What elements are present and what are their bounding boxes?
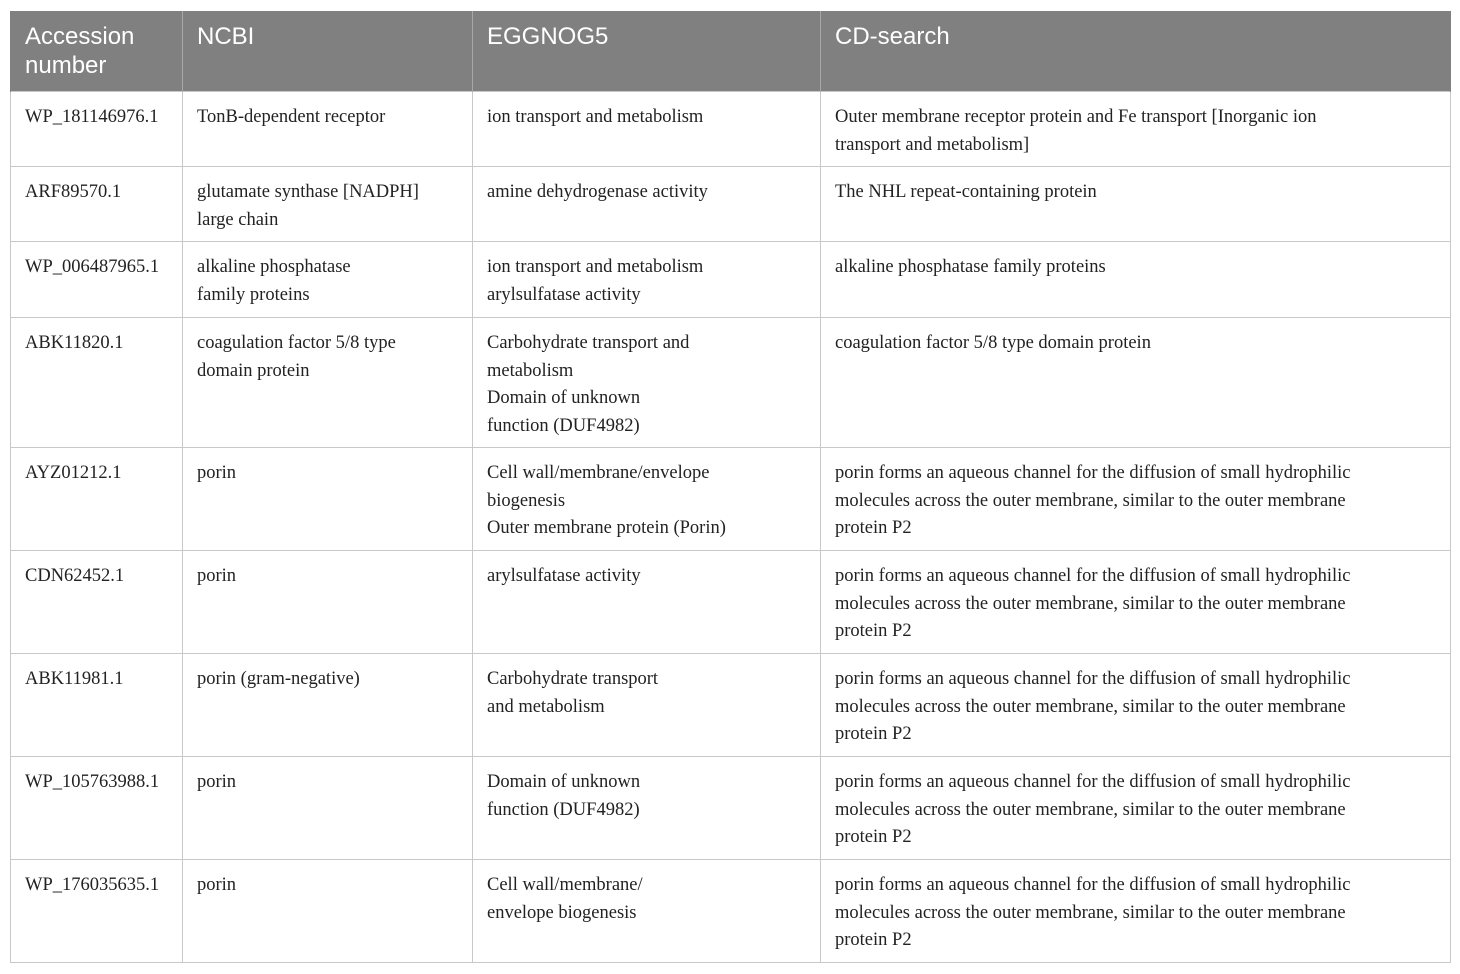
cd-search-cell — [821, 757, 1451, 860]
cell-text: CDN62452.1 — [25, 566, 125, 586]
cell-text-line: coagulation factor 5/8 type domain protein — [835, 333, 1151, 353]
cell-text-line: porin — [197, 463, 237, 483]
cd-search-cell — [821, 551, 1451, 654]
accession-number-cell — [11, 242, 183, 318]
header-line: CD-search — [835, 23, 950, 50]
eggnog5-cell — [473, 92, 821, 167]
cell-text-line: coagulation factor 5/8 type — [197, 333, 396, 353]
accession-number-cell — [11, 92, 183, 167]
accession-number-cell — [11, 551, 183, 654]
cell-text: WP_006487965.1 — [25, 257, 160, 277]
cell-text-line: large chain — [197, 209, 279, 230]
ncbi-cell — [183, 448, 473, 551]
cell-text-line: TonB-dependent receptor — [197, 107, 386, 127]
cell-text-line: The NHL repeat-containing protein — [835, 182, 1097, 202]
cell-text-line: Carbohydrate transport — [487, 669, 659, 689]
cell-text-line: porin — [197, 772, 237, 792]
table-row — [11, 860, 1451, 963]
cell-text-line: molecules across the outer membrane, similar to the outer membrane — [835, 799, 1346, 820]
accession-number-cell — [11, 448, 183, 551]
cell-text-line: protein P2 — [835, 930, 912, 950]
eggnog5-cell — [473, 757, 821, 860]
cell-text-line: porin forms an aqueous channel for the diffusion of small hydrophilic — [835, 772, 1351, 792]
cell-text: ARF89570.1 — [25, 182, 122, 202]
accession-number-cell — [11, 318, 183, 448]
eggnog5-cell — [473, 448, 821, 551]
accession-number-cell — [11, 654, 183, 757]
table-row — [11, 318, 1451, 448]
cell-text-line: porin forms an aqueous channel for the diffusion of small hydrophilic — [835, 669, 1351, 689]
cell-text: WP_105763988.1 — [25, 772, 160, 792]
ncbi-cell — [183, 757, 473, 860]
cell-text-line: Carbohydrate transport and — [487, 333, 690, 353]
cell-text-line: metabolism — [487, 360, 574, 381]
accession-number-cell — [11, 757, 183, 860]
table-row — [11, 448, 1451, 551]
cell-text-line: ion transport and metabolism — [487, 257, 704, 277]
ncbi-cell — [183, 167, 473, 242]
header-ncbi — [183, 11, 473, 92]
cell-text-line: protein P2 — [835, 621, 912, 641]
table-row — [11, 757, 1451, 860]
cell-text-line: porin (gram-negative) — [197, 669, 360, 689]
cd-search-cell — [821, 448, 1451, 551]
cell-text-line: protein P2 — [835, 724, 912, 744]
table-row — [11, 654, 1451, 757]
eggnog5-cell — [473, 318, 821, 448]
header-row — [11, 11, 1451, 92]
eggnog5-cell — [473, 551, 821, 654]
table-row — [11, 92, 1451, 167]
cell-text-line: molecules across the outer membrane, similar to the outer membrane — [835, 490, 1346, 511]
accession-number-cell — [11, 860, 183, 963]
header-cd-search — [821, 11, 1451, 92]
cell-text-line: amine dehydrogenase activity — [487, 182, 708, 202]
cell-text-line: ion transport and metabolism — [487, 107, 704, 127]
cd-search-cell — [821, 860, 1451, 963]
cell-text-line: molecules across the outer membrane, similar to the outer membrane — [835, 593, 1346, 614]
cell-text-line: transport and metabolism] — [835, 134, 1030, 155]
cell-text-line: and metabolism — [487, 696, 605, 717]
cell-text-line: arylsulfatase activity — [487, 284, 641, 305]
table-body — [11, 92, 1451, 963]
cell-text-line: molecules across the outer membrane, similar to the outer membrane — [835, 696, 1346, 717]
accession-number-cell — [11, 167, 183, 242]
cd-search-cell — [821, 167, 1451, 242]
cell-text-line: Outer membrane protein (Porin) — [487, 518, 726, 538]
cell-text-line: envelope biogenesis — [487, 902, 637, 923]
cd-search-cell — [821, 318, 1451, 448]
header-line: NCBI — [197, 23, 255, 50]
cell-text: ABK11820.1 — [25, 333, 124, 353]
cell-text-line: porin forms an aqueous channel for the diffusion of small hydrophilic — [835, 463, 1351, 483]
cell-text-line: protein P2 — [835, 518, 912, 538]
eggnog5-cell — [473, 242, 821, 318]
ncbi-cell — [183, 92, 473, 167]
cell-text: WP_176035635.1 — [25, 875, 160, 895]
ncbi-cell — [183, 551, 473, 654]
cell-text: AYZ01212.1 — [25, 463, 122, 483]
eggnog5-cell — [473, 167, 821, 242]
cd-search-cell — [821, 654, 1451, 757]
cell-text-line: biogenesis — [487, 490, 566, 511]
cd-search-cell — [821, 92, 1451, 167]
table-row — [11, 551, 1451, 654]
cell-text-line: alkaline phosphatase family proteins — [835, 257, 1106, 277]
cell-text-line: function (DUF4982) — [487, 799, 640, 820]
cell-text-line: arylsulfatase activity — [487, 566, 641, 586]
header-eggnog5 — [473, 11, 821, 92]
cell-text-line: Outer membrane receptor protein and Fe transport [Inorganic ion — [835, 107, 1317, 127]
cell-text-line: alkaline phosphatase — [197, 257, 351, 277]
cell-text: ABK11981.1 — [25, 669, 124, 689]
cell-text-line: porin forms an aqueous channel for the diffusion of small hydrophilic — [835, 566, 1351, 586]
cell-text-line: Domain of unknown — [487, 772, 641, 792]
protein-annotation-table — [10, 11, 1451, 963]
header-line: number — [25, 52, 107, 79]
protein-annotation-table-container — [10, 11, 1450, 963]
cd-search-cell — [821, 242, 1451, 318]
cell-text-line: Cell wall/membrane/envelope — [487, 463, 710, 483]
ncbi-cell — [183, 318, 473, 448]
cell-text-line: porin forms an aqueous channel for the diffusion of small hydrophilic — [835, 875, 1351, 895]
header-line: Accession — [25, 23, 135, 50]
cell-text-line: glutamate synthase [NADPH] — [197, 182, 419, 202]
cell-text-line: porin — [197, 875, 237, 895]
ncbi-cell — [183, 654, 473, 757]
cell-text-line: domain protein — [197, 360, 310, 381]
cell-text: WP_181146976.1 — [25, 107, 159, 127]
table-row — [11, 167, 1451, 242]
cell-text-line: function (DUF4982) — [487, 415, 640, 436]
cell-text-line: Cell wall/membrane/ — [487, 875, 643, 895]
eggnog5-cell — [473, 654, 821, 757]
header-accession-number — [11, 11, 183, 92]
cell-text-line: Domain of unknown — [487, 388, 641, 408]
cell-text-line: protein P2 — [835, 827, 912, 847]
table-header — [11, 11, 1451, 92]
header-line: EGGNOG5 — [487, 23, 609, 50]
cell-text-line: family proteins — [197, 284, 310, 305]
ncbi-cell — [183, 242, 473, 318]
ncbi-cell — [183, 860, 473, 963]
cell-text-line: molecules across the outer membrane, similar to the outer membrane — [835, 902, 1346, 923]
table-row — [11, 242, 1451, 318]
eggnog5-cell — [473, 860, 821, 963]
cell-text-line: porin — [197, 566, 237, 586]
